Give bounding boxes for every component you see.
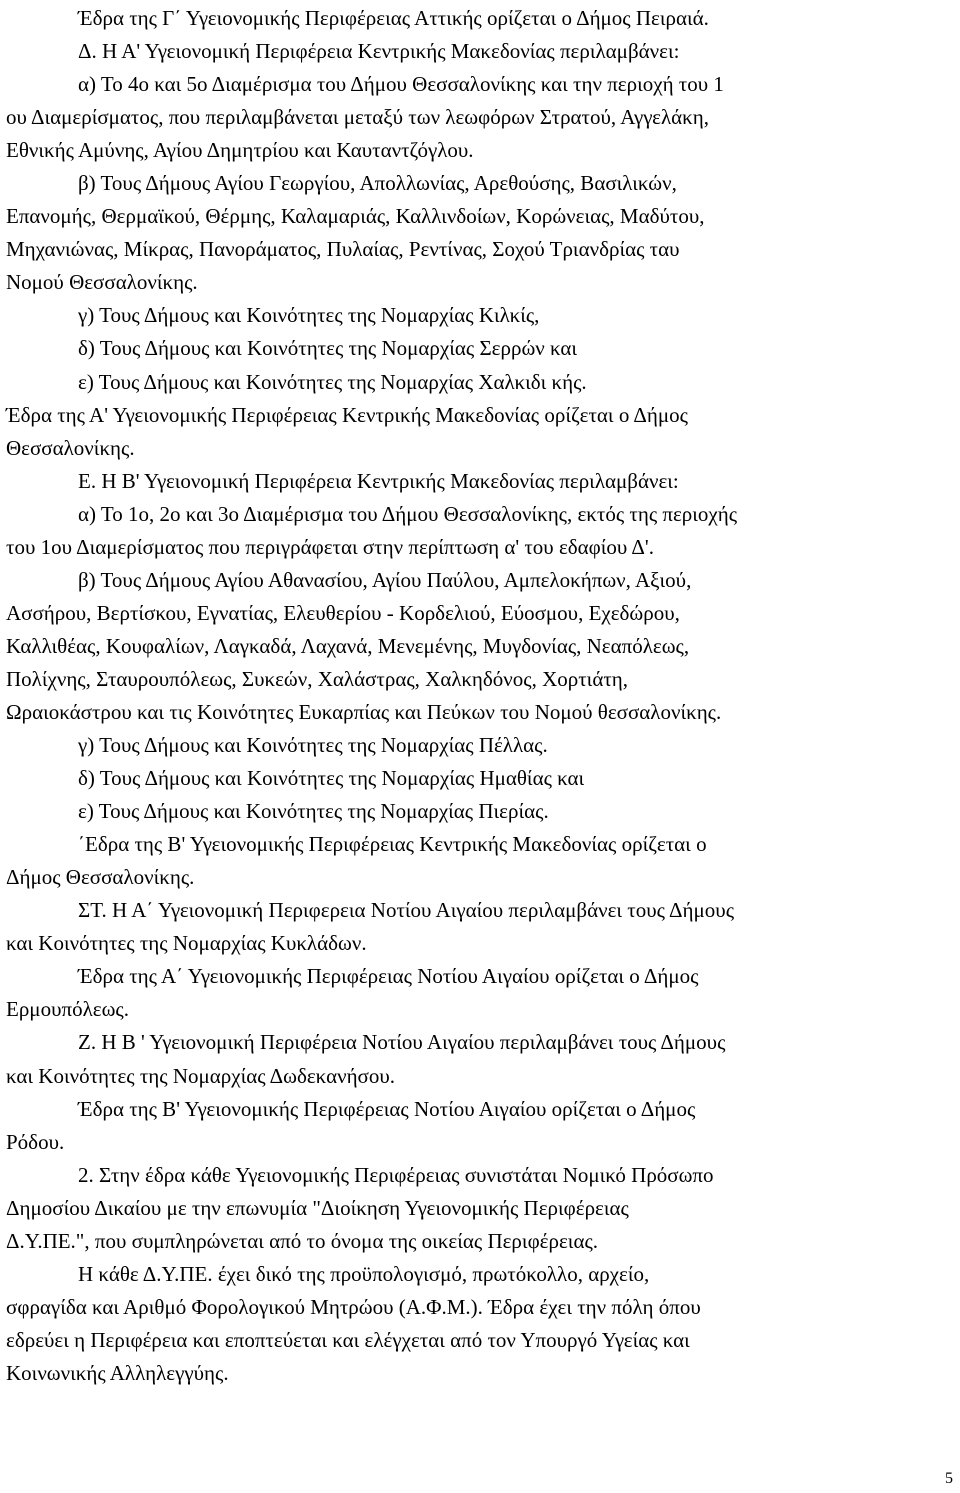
text-line: Δ.Υ.ΠΕ.", που συμπληρώνεται από το όνομα της οικείας Περιφέρειας. — [6, 1228, 599, 1253]
text-line: Δήμος Θεσσαλονίκης. — [6, 865, 195, 890]
text-line: Έδρα της Β' Υγειονομικής Περιφέρειας Νοτίου Αιγαίου ορίζεται ο Δήμος — [78, 1096, 696, 1121]
text-line: ε) Τους Δήμους και Κοινότητες της Νομαρχίας Πιερίας. — [78, 799, 549, 824]
text-line: Η κάθε Δ.Υ.ΠΕ. έχει δικό της προϋπολογισμό, πρωτόκολλο, αρχείο, — [78, 1261, 650, 1286]
text-line: Ρόδου. — [6, 1129, 65, 1154]
text-line: α) Το 1ο, 2ο και 3ο Διαμέρισμα του Δήμου Θεσσαλονίκης, εκτός της περιοχής — [78, 501, 738, 526]
text-line: β) Τους Δήμους Αγίου Αθανασίου, Αγίου Παύλου, Αμπελοκήπων, Αξιού, — [78, 567, 692, 592]
text-line: και Κοινότητες της Νομαρχίας Δωδεκανήσου. — [6, 1063, 396, 1088]
text-line: 2. Στην έδρα κάθε Υγειονομικής Περιφέρειας συνιστάται Νομικό Πρόσωπο — [78, 1162, 714, 1187]
text-line: Θεσσαλονίκης. — [6, 435, 135, 460]
text-line: β) Τους Δήμους Αγίου Γεωργίου, Απολλωνίας, Αρεθούσης, Βασιλικών, — [78, 171, 677, 196]
text-line: σφραγίδα και Αριθμό Φορολογικού Μητρώου (Α.Φ.Μ.). Έδρα έχει την πόλη όπου — [6, 1294, 701, 1319]
text-line: ΣΤ. Η Α΄ Υγειονομική Περιφερεια Νοτίου Αιγαίου περιλαμβάνει τους Δήμους — [78, 898, 735, 923]
text-line: εδρεύει η Περιφέρεια και εποπτεύεται και ελέγχεται από τον Υπουργό Υγείας και — [6, 1327, 690, 1352]
text-line: ου Διαμερίσματος, που περιλαμβάνεται μεταξύ των λεωφόρων Στρατού, Αγγελάκη, — [6, 105, 709, 130]
text-line: Έδρα της Α' Υγειονομικής Περιφέρειας Κεντρικής Μακεδονίας ορίζεται ο Δήμος — [6, 402, 688, 427]
text-line: του 1ου Διαμερίσματος που περιγράφεται στην περίπτωση α' του εδαφίου Δ'. — [6, 534, 654, 559]
page-number: 5 — [945, 1470, 953, 1487]
text-line: Εθνικής Αμύνης, Αγίου Δημητρίου και Καυταντζόγλου. — [6, 138, 474, 163]
text-line: α) Το 4ο και 5ο Διαμέρισμα του Δήμου Θεσσαλονίκης και την περιοχή του 1 — [78, 72, 724, 97]
text-line: δ) Τους Δήμους και Κοινότητες της Νομαρχίας Σερρών και — [78, 336, 578, 361]
text-line: Νομού Θεσσαλονίκης. — [6, 270, 198, 295]
text-line: Μηχανιώνας, Μίκρας, Πανοράματος, Πυλαίας, Ρεντίνας, Σοχού Τριανδρίας ταυ — [6, 237, 680, 262]
text-line: και Κοινότητες της Νομαρχίας Κυκλάδων. — [6, 931, 367, 956]
text-line: Δημοσίου Δικαίου με την επωνυμία "Διοίκηση Υγειονομικής Περιφέρειας — [6, 1195, 629, 1220]
text-line: ε) Τους Δήμους και Κοινότητες της Νομαρχίας Χαλκιδι κής. — [78, 369, 587, 394]
text-line: Επανομής, Θερμαϊκού, Θέρμης, Καλαμαριάς, Καλλινδοίων, Κορώνειας, Μαδύτου, — [6, 204, 705, 229]
text-line: Έδρα της Α΄ Υγειονομικής Περιφέρειας Νοτίου Αιγαίου ορίζεται ο Δήμος — [78, 964, 699, 989]
text-line: δ) Τους Δήμους και Κοινότητες της Νομαρχίας Ημαθίας και — [78, 766, 585, 791]
text-line: Ερμουπόλεως. — [6, 997, 129, 1022]
text-line: Δ. Η Α' Υγειονομική Περιφέρεια Κεντρικής Μακεδονίας περιλαμβάνει: — [78, 39, 680, 64]
text-line: Κοινωνικής Αλληλεγγύης. — [6, 1360, 229, 1385]
body-text — [6, 2, 958, 1390]
text-line: Ασσήρου, Βερτίσκου, Εγνατίας, Ελευθερίου - Κορδελιού, Εύοσμου, Εχεδώρου, — [6, 600, 680, 625]
text-line: Καλλιθέας, Κουφαλίων, Λαγκαδά, Λαχανά, Μενεμένης, Μυγδονίας, Νεαπόλεως, — [6, 633, 690, 658]
text-line: Έδρα της Γ΄ Υγειονομικής Περιφέρειας Αττικής ορίζεται ο Δήμος Πειραιά. — [78, 6, 709, 30]
text-line: Ωραιοκάστρου και τις Κοινότητες Ευκαρπίας και Πεύκων του Νομού θεσσαλονίκης. — [6, 699, 722, 724]
text-line: Ε. Η Β' Υγειονομική Περιφέρεια Κεντρικής Μακεδονίας περιλαμβάνει: — [78, 468, 679, 493]
text-line: γ) Τους Δήμους και Κοινότητες της Νομαρχίας Κιλκίς, — [78, 303, 540, 328]
text-line: ΄Εδρα της Β' Υγειονομικής Περιφέρειας Κεντρικής Μακεδονίας ορίζεται ο — [78, 832, 707, 857]
text-line: Ζ. Η Β ' Υγειονομική Περιφέρεια Νοτίου Αιγαίου περιλαμβάνει τους Δήμους — [78, 1030, 726, 1055]
text-line: γ) Τους Δήμους και Κοινότητες της Νομαρχίας Πέλλας. — [78, 733, 548, 758]
text-line: Πολίχνης, Σταυρουπόλεως, Συκεών, Χαλάστρας, Χαλκηδόνος, Χορτιάτη, — [6, 666, 629, 691]
